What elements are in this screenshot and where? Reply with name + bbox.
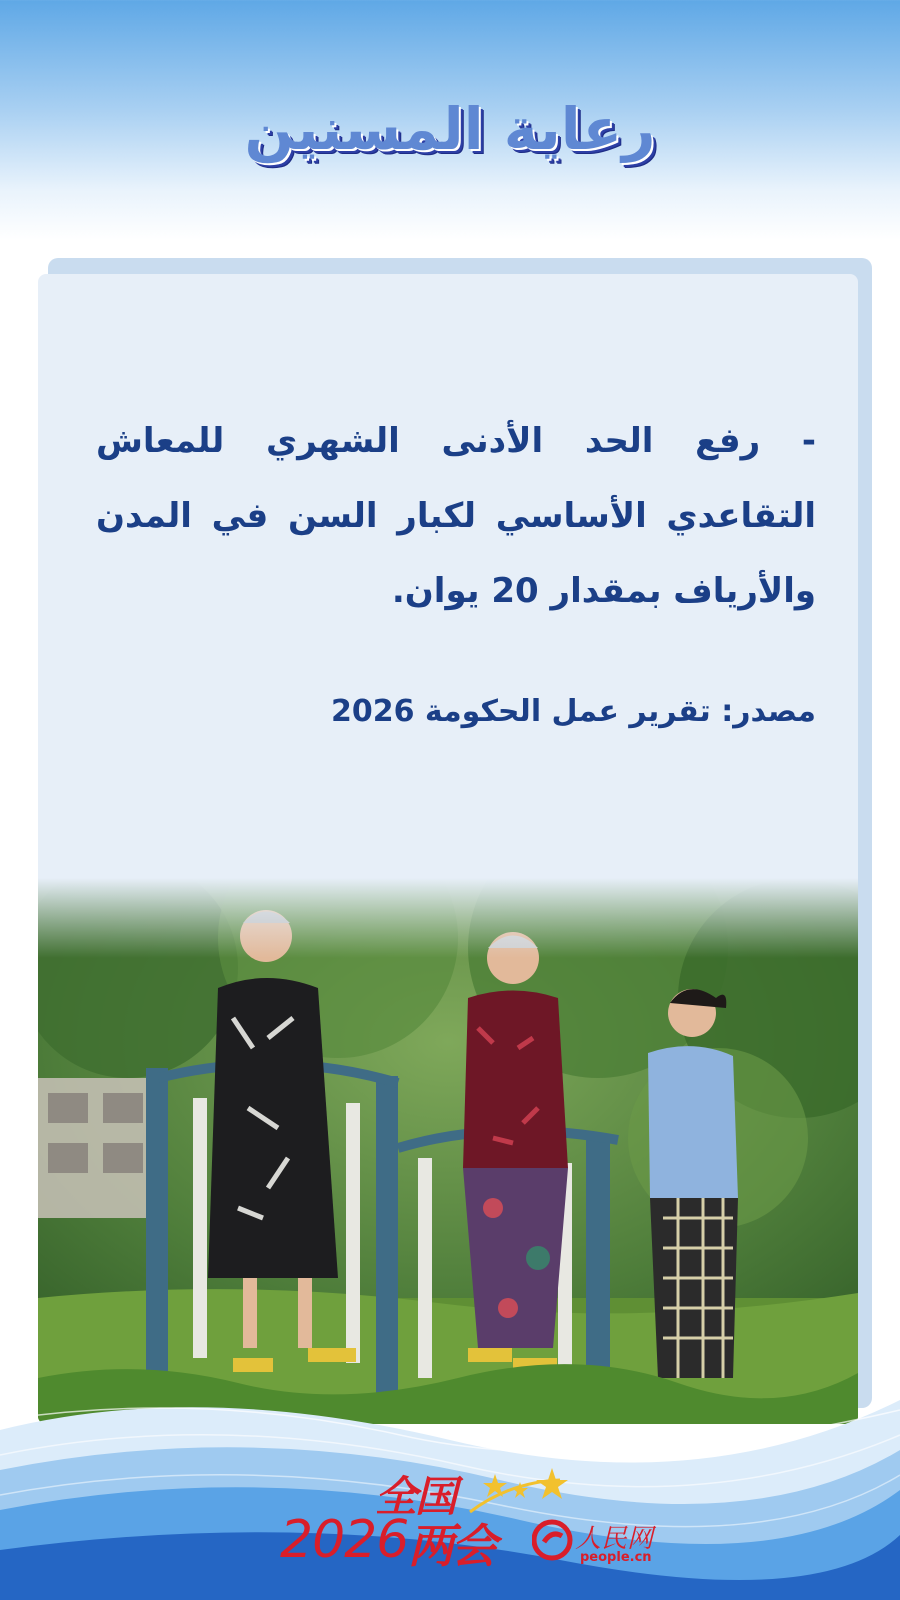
people-url-text: people.cn [580,1550,652,1565]
logo-top-text: 全国 [375,1472,456,1521]
card-body-text: - رفع الحد الأدنى الشهري للمعاش التقاعدي الأساسي لكبار السن في المدن والأرياف بمقدار 20 يوان. [96,421,816,611]
elderly-exercise-photo [38,878,858,1424]
card-source-text: مصدر: تقرير عمل الحكومة 2026 [330,694,816,729]
people-cn-text: 人民网 [575,1524,654,1554]
logo-bottom-text: 两会 [408,1519,494,1573]
page-title: رعاية المسنين [244,95,656,163]
lianghui-logo [280,1462,680,1572]
logo-year-text: 2026 [280,1510,409,1570]
info-card [38,274,858,1424]
photo-fade-overlay [38,878,858,958]
